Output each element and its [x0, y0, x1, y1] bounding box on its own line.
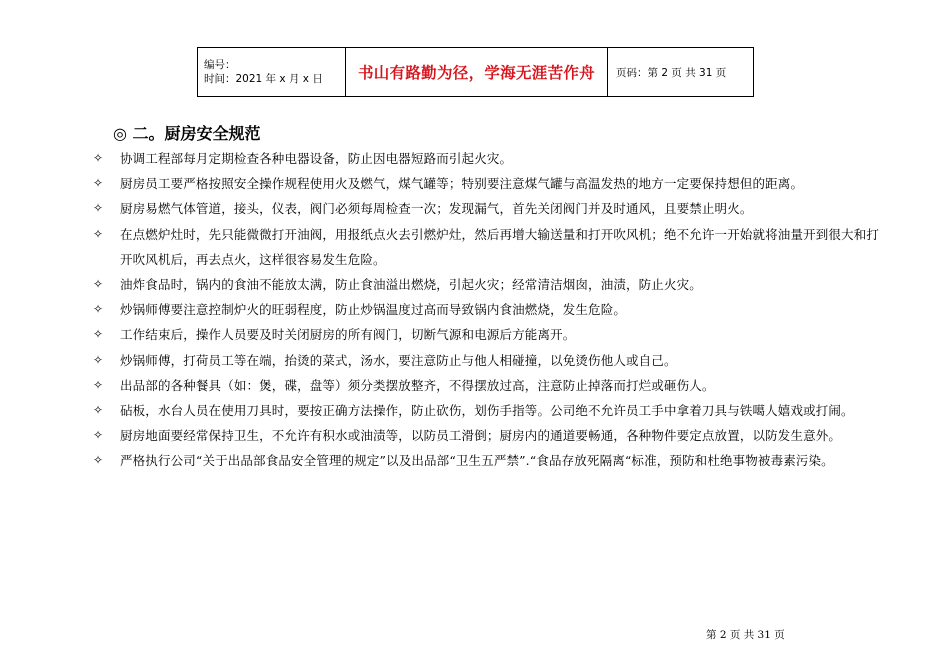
list-item	[93, 222, 883, 272]
header-page-info: 页码：第 2 页 共 31 页	[608, 48, 754, 97]
list-item	[93, 423, 883, 448]
item-text: 炒锅师傅，打荷员工等在端，抬烫的菜式，汤水，要注意防止与他人相碰撞，以免烫伤他人或自己。	[120, 352, 677, 368]
item-text: 厨房员工要严格按照安全操作规程使用火及燃气，煤气罐等；特别要注意煤气罐与高温发热的地方一定要保持想但的距离。	[120, 176, 804, 192]
item-text: 出品部的各种餐具（如：煲，碟，盘等）须分类摆放整齐，不得摆放过高，注意防止掉落而打烂或砸伤人。	[120, 377, 715, 393]
item-text: 厨房易燃气体管道，接头，仪表，阀门必须每周检查一次；发现漏气，首先关闭阀门并及时通风，且要禁止明火。	[120, 201, 753, 217]
item-text: 工作结束后，操作人员要及时关闭厨房的所有阀门，切断气源和电源后方能离开。	[120, 327, 576, 343]
list-item	[93, 322, 883, 347]
list-item	[93, 272, 883, 297]
safety-rules-list	[93, 146, 883, 474]
list-item	[93, 373, 883, 398]
header-meta	[198, 48, 346, 97]
diamond-star-icon: ✧	[93, 277, 104, 292]
item-text: 在点燃炉灶时，先只能微微打开油阀，用报纸点火去引燃炉灶，然后再增大输送量和打开吹风机；绝不允许一开始就将油量开到很大和打开吹风机后，再去点火，这样很容易发生危险。	[120, 226, 880, 267]
page-footer: 第 2 页 共 31 页	[706, 629, 785, 641]
diamond-star-icon: ✧	[93, 176, 104, 191]
list-item	[93, 196, 883, 221]
diamond-star-icon: ✧	[93, 201, 104, 216]
item-text: 严格执行公司“关于出品部食品安全管理的规定”以及出品部“卫生五严禁”.“食品存放死隔离“标准，预防和杜绝事物被毒素污染。	[120, 453, 834, 469]
header-table	[197, 47, 754, 97]
time-label: 时间：2021 年 x 月 x 日	[204, 73, 323, 85]
item-text: 砧板，水台人员在使用刀具时，要按正确方法操作，防止砍伤，划伤手指等。公司绝不允许员工手中拿着刀具与铁噶人嬉戏或打闹。	[120, 403, 854, 419]
list-item	[93, 448, 883, 473]
diamond-star-icon: ✧	[93, 352, 104, 367]
list-item	[93, 146, 883, 171]
item-text: 厨房地面要经常保持卫生，不允许有积水或油渍等，以防员工滑倒；厨房内的通道要畅通，各种物件要定点放置，以防发生意外。	[120, 428, 842, 444]
diamond-star-icon: ✧	[93, 403, 104, 418]
list-item	[93, 171, 883, 196]
list-item	[93, 348, 883, 373]
item-text: 协调工程部每月定期检查各种电器设备，防止因电器短路而引起火灾。	[120, 151, 513, 166]
diamond-star-icon: ✧	[93, 302, 104, 317]
item-text: 炒锅师傅要注意控制炉火的旺弱程度，防止炒锅温度过高而导致锅内食油燃烧，发生危险。	[120, 302, 627, 318]
list-item	[93, 297, 883, 322]
diamond-star-icon: ✧	[93, 377, 104, 392]
header-motto: 书山有路勤为径，学海无涯苦作舟	[346, 48, 608, 97]
item-text: 油炸食品时，锅内的食油不能放太满，防止食油溢出燃烧，引起火灾；经常清洁烟囱，油渍，防止火灾。	[120, 277, 702, 293]
diamond-star-icon: ✧	[93, 151, 104, 165]
list-item	[93, 398, 883, 423]
diamond-star-icon: ✧	[93, 327, 104, 342]
section-title: ◎ 二。厨房安全规范	[113, 124, 261, 143]
diamond-star-icon: ✧	[93, 226, 104, 241]
number-label: 编号：	[204, 59, 236, 71]
diamond-star-icon: ✧	[93, 453, 104, 468]
diamond-star-icon: ✧	[93, 428, 104, 443]
